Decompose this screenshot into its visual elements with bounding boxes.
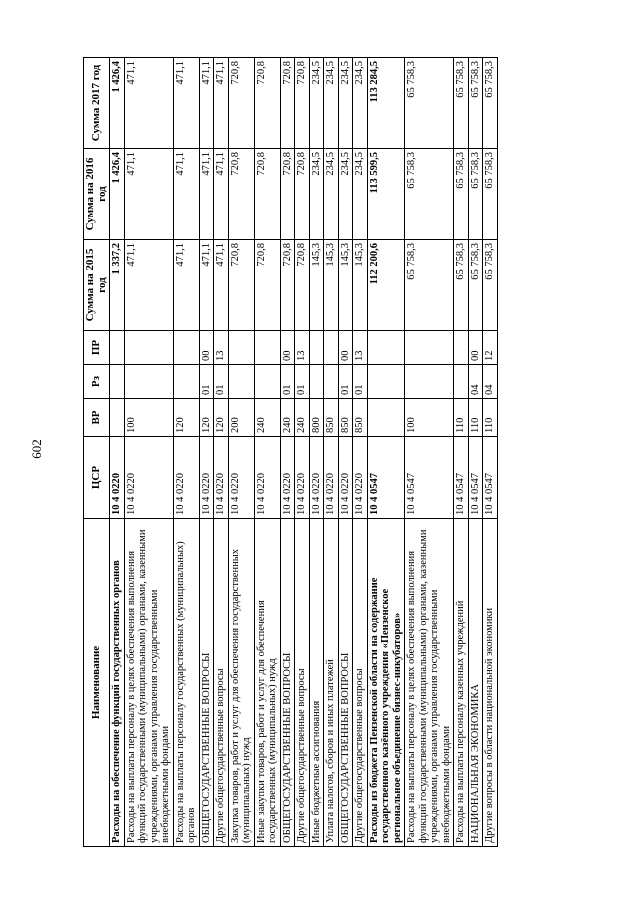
cell-sum-2016: 65 758,3	[468, 149, 483, 240]
cell-rz	[367, 365, 405, 399]
cell-sum-2015: 471,1	[173, 240, 199, 331]
cell-rz: 01	[338, 365, 353, 399]
cell-rz	[309, 365, 324, 399]
cell-sum-2016: 1 426,4	[110, 149, 125, 240]
cell-vr	[367, 399, 405, 437]
cell-name: ОБЩЕГОСУДАРСТВЕННЫЕ ВОПРОСЫ	[199, 519, 214, 847]
header-vr: ВР	[84, 399, 110, 437]
cell-sum-2015: 145,3	[353, 240, 368, 331]
cell-sum-2016: 471,1	[124, 149, 173, 240]
cell-pr	[173, 331, 199, 365]
header-csr: ЦСР	[84, 437, 110, 519]
cell-sum-2015: 471,1	[214, 240, 229, 331]
cell-name: ОБЩЕГОСУДАРСТВЕННЫЕ ВОПРОСЫ	[338, 519, 353, 847]
cell-sum-2016: 720,8	[280, 149, 295, 240]
cell-sum-2017: 234,5	[338, 58, 353, 149]
table-body	[110, 58, 498, 847]
cell-csr: 10 4 0220	[214, 437, 229, 519]
cell-name: Другие общегосударственные вопросы	[295, 519, 310, 847]
cell-sum-2016: 65 758,3	[483, 149, 498, 240]
cell-sum-2015: 65 758,3	[405, 240, 454, 331]
cell-rz: 04	[483, 365, 498, 399]
table-row	[454, 58, 469, 847]
table-row	[199, 58, 214, 847]
cell-vr: 800	[309, 399, 324, 437]
cell-csr: 10 4 0547	[468, 437, 483, 519]
cell-csr: 10 4 0220	[228, 437, 254, 519]
cell-sum-2017: 720,8	[228, 58, 254, 149]
table-header-row	[84, 58, 110, 847]
cell-csr: 10 4 0220	[110, 437, 125, 519]
cell-pr	[124, 331, 173, 365]
table-row	[468, 58, 483, 847]
cell-name: НАЦИОНАЛЬНАЯ ЭКОНОМИКА	[468, 519, 483, 847]
cell-pr: 00	[338, 331, 353, 365]
cell-name: Другие общегосударственные вопросы	[214, 519, 229, 847]
cell-sum-2016: 471,1	[199, 149, 214, 240]
cell-sum-2015: 65 758,3	[483, 240, 498, 331]
cell-sum-2015: 471,1	[124, 240, 173, 331]
cell-csr: 10 4 0220	[199, 437, 214, 519]
cell-csr: 10 4 0220	[254, 437, 280, 519]
cell-sum-2016: 65 758,3	[454, 149, 469, 240]
cell-sum-2017: 471,1	[199, 58, 214, 149]
cell-vr: 240	[254, 399, 280, 437]
cell-pr	[405, 331, 454, 365]
table-row	[110, 58, 125, 847]
header-pr: ПР	[84, 331, 110, 365]
cell-name: Расходы из бюджета Пензенской области на содержание государственного казённого учреждения «Пензенское региональное объединение бизнес-инкубаторов»	[367, 519, 405, 847]
cell-pr: 13	[353, 331, 368, 365]
cell-pr: 13	[295, 331, 310, 365]
cell-sum-2016: 720,8	[228, 149, 254, 240]
cell-name: Расходы на обеспечение функций государственных органов	[110, 519, 125, 847]
cell-name: Расходы на выплаты персоналу в целях обеспечения выполнения функций государственными (муниципальными) органами, казенными учреждениями, органами управления государственными внебюджетными фондами	[405, 519, 454, 847]
cell-csr: 10 4 0547	[454, 437, 469, 519]
cell-csr: 10 4 0220	[280, 437, 295, 519]
table-row	[254, 58, 280, 847]
table-row	[367, 58, 405, 847]
cell-sum-2017: 65 758,3	[454, 58, 469, 149]
cell-rz: 01	[214, 365, 229, 399]
cell-csr: 10 4 0220	[338, 437, 353, 519]
cell-sum-2016: 471,1	[173, 149, 199, 240]
cell-sum-2016: 234,5	[324, 149, 339, 240]
cell-sum-2015: 1 337,2	[110, 240, 125, 331]
table-row	[353, 58, 368, 847]
cell-vr	[110, 399, 125, 437]
cell-vr: 850	[338, 399, 353, 437]
cell-pr	[324, 331, 339, 365]
cell-sum-2015: 65 758,3	[454, 240, 469, 331]
cell-rz: 01	[199, 365, 214, 399]
cell-sum-2017: 720,8	[280, 58, 295, 149]
cell-pr: 13	[214, 331, 229, 365]
cell-csr: 10 4 0220	[173, 437, 199, 519]
cell-vr: 240	[280, 399, 295, 437]
cell-sum-2017: 65 758,3	[468, 58, 483, 149]
cell-name: ОБЩЕГОСУДАРСТВЕННЫЕ ВОПРОСЫ	[280, 519, 295, 847]
cell-rz: 01	[353, 365, 368, 399]
cell-pr: 00	[468, 331, 483, 365]
cell-vr: 110	[483, 399, 498, 437]
cell-rz	[254, 365, 280, 399]
cell-name: Расходы на выплаты персоналу государственных (муниципальных) органов	[173, 519, 199, 847]
cell-sum-2015: 720,8	[254, 240, 280, 331]
cell-rz	[124, 365, 173, 399]
table-row	[173, 58, 199, 847]
table-row	[405, 58, 454, 847]
cell-csr: 10 4 0547	[405, 437, 454, 519]
cell-csr: 10 4 0220	[309, 437, 324, 519]
cell-sum-2017: 471,1	[214, 58, 229, 149]
cell-csr: 10 4 0220	[124, 437, 173, 519]
budget-table-container	[83, 57, 557, 847]
cell-sum-2016: 720,8	[295, 149, 310, 240]
cell-sum-2016: 234,5	[353, 149, 368, 240]
cell-rz	[324, 365, 339, 399]
header-name: Наименование	[84, 519, 110, 847]
cell-vr: 120	[173, 399, 199, 437]
cell-vr: 100	[405, 399, 454, 437]
cell-pr	[309, 331, 324, 365]
header-sum-2015: Сумма на 2015 год	[84, 240, 110, 331]
cell-sum-2017: 65 758,3	[483, 58, 498, 149]
header-sum-2016: Сумма на 2016 год	[84, 149, 110, 240]
header-sum-2017: Сумма 2017 год	[84, 58, 110, 149]
table-row	[228, 58, 254, 847]
cell-vr: 240	[295, 399, 310, 437]
cell-vr: 110	[468, 399, 483, 437]
cell-pr	[367, 331, 405, 365]
cell-sum-2015: 720,8	[295, 240, 310, 331]
cell-vr: 200	[228, 399, 254, 437]
cell-name: Другие общегосударственные вопросы	[353, 519, 368, 847]
cell-rz	[110, 365, 125, 399]
cell-sum-2017: 471,1	[173, 58, 199, 149]
table-row	[295, 58, 310, 847]
cell-sum-2017: 65 758,3	[405, 58, 454, 149]
cell-rz: 04	[468, 365, 483, 399]
cell-sum-2015: 145,3	[338, 240, 353, 331]
cell-vr: 120	[199, 399, 214, 437]
cell-sum-2015: 112 200,6	[367, 240, 405, 331]
cell-name: Иные закупки товаров, работ и услуг для обеспечения государственных (муниципальных) нужд	[254, 519, 280, 847]
cell-sum-2017: 234,5	[309, 58, 324, 149]
cell-rz	[405, 365, 454, 399]
cell-vr: 110	[454, 399, 469, 437]
cell-sum-2015: 145,3	[324, 240, 339, 331]
cell-rz	[454, 365, 469, 399]
cell-rz	[173, 365, 199, 399]
table-row	[324, 58, 339, 847]
cell-sum-2015: 65 758,3	[468, 240, 483, 331]
cell-rz: 01	[280, 365, 295, 399]
cell-vr: 100	[124, 399, 173, 437]
cell-csr: 10 4 0547	[367, 437, 405, 519]
cell-vr: 850	[324, 399, 339, 437]
cell-sum-2015: 720,8	[280, 240, 295, 331]
cell-pr	[454, 331, 469, 365]
cell-csr: 10 4 0220	[353, 437, 368, 519]
cell-sum-2015: 471,1	[199, 240, 214, 331]
cell-pr: 00	[280, 331, 295, 365]
cell-csr: 10 4 0220	[324, 437, 339, 519]
cell-sum-2016: 720,8	[254, 149, 280, 240]
cell-pr: 00	[199, 331, 214, 365]
cell-sum-2016: 234,5	[309, 149, 324, 240]
cell-sum-2015: 145,3	[309, 240, 324, 331]
cell-pr: 12	[483, 331, 498, 365]
cell-sum-2017: 471,1	[124, 58, 173, 149]
table-row	[309, 58, 324, 847]
cell-csr: 10 4 0547	[483, 437, 498, 519]
budget-table	[83, 57, 498, 847]
cell-name: Уплата налогов, сборов и иных платежей	[324, 519, 339, 847]
cell-pr	[254, 331, 280, 365]
cell-rz	[228, 365, 254, 399]
cell-sum-2016: 471,1	[214, 149, 229, 240]
cell-sum-2017: 720,8	[295, 58, 310, 149]
table-row	[280, 58, 295, 847]
cell-sum-2017: 234,5	[324, 58, 339, 149]
cell-sum-2016: 113 599,5	[367, 149, 405, 240]
cell-vr: 120	[214, 399, 229, 437]
cell-name: Закупка товаров, работ и услуг для обеспечения государственных (муниципальных) нужд	[228, 519, 254, 847]
table-row	[124, 58, 173, 847]
table-row	[214, 58, 229, 847]
table-row	[338, 58, 353, 847]
cell-sum-2017: 234,5	[353, 58, 368, 149]
cell-vr: 850	[353, 399, 368, 437]
cell-sum-2016: 65 758,3	[405, 149, 454, 240]
cell-pr	[228, 331, 254, 365]
cell-sum-2017: 113 284,5	[367, 58, 405, 149]
cell-name: Расходы на выплаты персоналу казенных учреждений	[454, 519, 469, 847]
cell-name: Расходы на выплаты персоналу в целях обеспечения выполнения функций государственными (муниципальными) органами, казенными учреждениями, органами управления государственными внебюджетными фондами	[124, 519, 173, 847]
page-number: 602	[29, 439, 44, 459]
table-row	[483, 58, 498, 847]
cell-name: Другие вопросы в области национальной экономики	[483, 519, 498, 847]
cell-rz: 01	[295, 365, 310, 399]
cell-sum-2017: 1 426,4	[110, 58, 125, 149]
cell-sum-2016: 234,5	[338, 149, 353, 240]
header-rz: Рз	[84, 365, 110, 399]
cell-pr	[110, 331, 125, 365]
cell-name: Иные бюджетные ассигнования	[309, 519, 324, 847]
cell-sum-2017: 720,8	[254, 58, 280, 149]
cell-csr: 10 4 0220	[295, 437, 310, 519]
cell-sum-2015: 720,8	[228, 240, 254, 331]
